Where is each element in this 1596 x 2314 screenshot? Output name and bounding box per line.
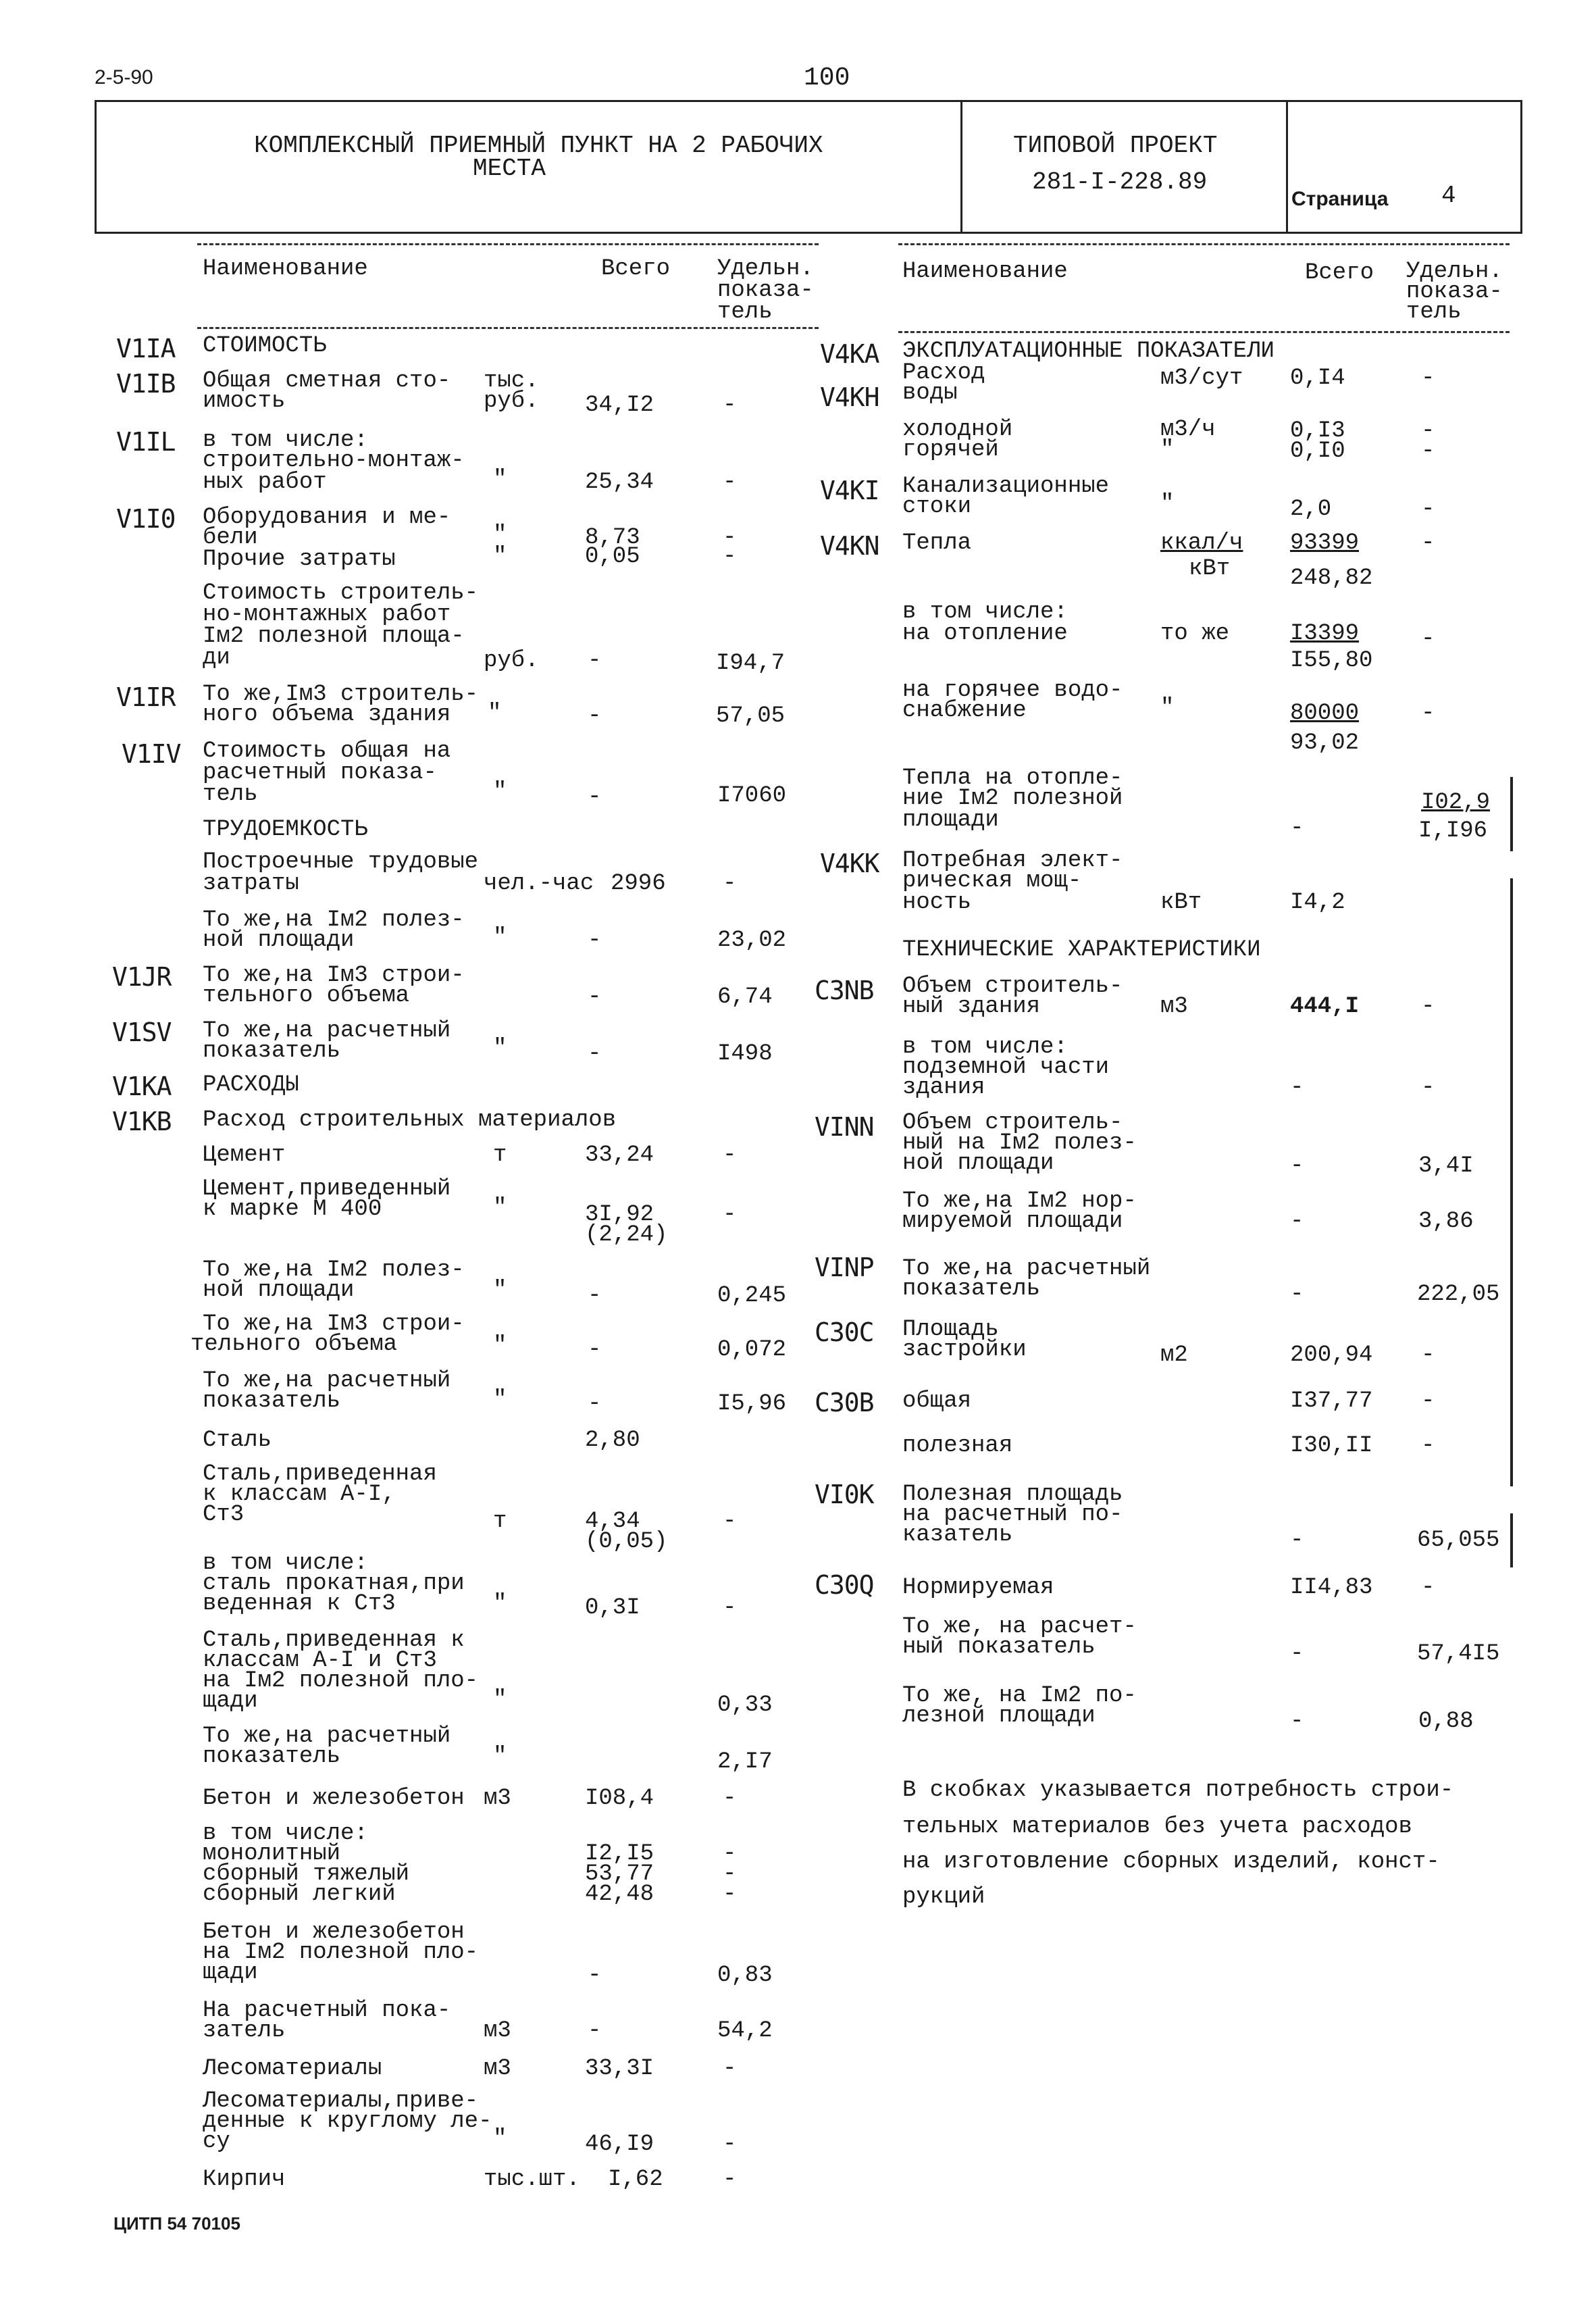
title-line-1: КОМПЛЕКСНЫЙ ПРИЕМНЫЙ ПУНКТ НА 2 РАБОЧИХ bbox=[254, 132, 823, 159]
row-spec: - bbox=[1421, 1075, 1435, 1101]
row-name-3: ность bbox=[902, 890, 972, 915]
row-spec: - bbox=[723, 1142, 737, 1168]
row-total: - bbox=[1290, 1153, 1304, 1179]
row-code: C30B bbox=[815, 1388, 874, 1417]
row-spec-dash: - bbox=[723, 1861, 737, 1887]
row-unit: " bbox=[493, 467, 507, 493]
row-name-3: тель bbox=[203, 782, 258, 807]
row-spec: 3,4I bbox=[1418, 1153, 1474, 1179]
row-name-2: на отопление bbox=[902, 621, 1068, 647]
row-spec: - bbox=[1421, 366, 1435, 391]
row-spec: - bbox=[1421, 994, 1435, 1020]
row-spec: 6,74 bbox=[717, 984, 773, 1010]
row-unit: м3 bbox=[484, 2018, 511, 2044]
row-name-2: расчетный показа- bbox=[203, 760, 437, 786]
row-total: - bbox=[588, 784, 602, 810]
row-name-4: щади bbox=[203, 1688, 258, 1714]
row-code: VINN bbox=[815, 1112, 874, 1142]
row-name: Кирпич bbox=[203, 2167, 286, 2192]
row-name-2: к марке М 400 bbox=[203, 1197, 382, 1222]
row-unit-2: кВт bbox=[1189, 556, 1231, 582]
row-name: холодной bbox=[902, 417, 1013, 443]
row-name-2: монолитный bbox=[203, 1841, 341, 1867]
row-code: V4KK bbox=[820, 849, 879, 878]
row-total: I4,2 bbox=[1290, 890, 1345, 915]
row-total: 33,24 bbox=[585, 1142, 654, 1168]
row-name-2: лезной площади bbox=[902, 1703, 1096, 1729]
row-spec: 65,055 bbox=[1417, 1528, 1500, 1553]
row-name: на горячее водо- bbox=[902, 678, 1123, 703]
row-unit: " bbox=[488, 701, 502, 726]
page-number: 100 bbox=[804, 64, 850, 93]
row-name-2: горячей bbox=[902, 437, 999, 463]
row-code: C3NB bbox=[815, 976, 874, 1005]
title-block bbox=[95, 100, 1522, 234]
row-name-2: ный на Iм2 полез- bbox=[902, 1130, 1137, 1156]
row-spec: - bbox=[1421, 701, 1435, 726]
row-name: в том числе: bbox=[203, 1821, 368, 1846]
row-name: Построечные трудовые bbox=[203, 849, 479, 875]
row-total: 0,3I bbox=[585, 1595, 640, 1621]
row-name: Нормируемая bbox=[902, 1575, 1054, 1601]
row-spec: - bbox=[723, 525, 737, 551]
row-name: общая bbox=[902, 1388, 972, 1414]
row-total: - bbox=[588, 703, 602, 729]
row-spec: 0,33 bbox=[717, 1692, 773, 1718]
row-spec: - bbox=[723, 871, 737, 897]
row-name-3: площади bbox=[902, 807, 999, 833]
row-name-2: на Iм2 полезной пло- bbox=[203, 1940, 479, 1965]
note-line-1: В скобках указывается потребность строи- bbox=[902, 1778, 1454, 1803]
row-unit: " bbox=[493, 1036, 507, 1061]
row-name: Стоимость строитель- bbox=[203, 580, 479, 606]
row-name: То же,на Iм3 строи- bbox=[203, 1311, 465, 1337]
row-name-2: ного объема здания bbox=[203, 702, 451, 728]
row-unit: т bbox=[493, 1142, 507, 1168]
row-code: C30C bbox=[815, 1317, 874, 1347]
row-total-2: (0,05) bbox=[585, 1529, 668, 1555]
row-total-2: 93,02 bbox=[1290, 730, 1360, 756]
row-name: ТРУДОЕМКОСТЬ bbox=[203, 817, 368, 842]
row-name: РАСХОДЫ bbox=[203, 1072, 299, 1098]
row-name: То же,на Iм2 полез- bbox=[203, 1257, 465, 1283]
row-code: V1IV bbox=[122, 739, 181, 769]
row-name: Бетон и железобетон bbox=[203, 1919, 465, 1945]
col-name-r: Наименование bbox=[902, 259, 1068, 284]
row-total: - bbox=[588, 648, 602, 674]
row-total: - bbox=[1290, 1282, 1304, 1307]
row-name-2: затраты bbox=[203, 871, 299, 897]
row-total: - bbox=[588, 1963, 602, 1988]
row-unit: " bbox=[493, 1195, 507, 1221]
print-stamp: ЦИТП 54 70105 bbox=[113, 2213, 240, 2234]
row-name: Бетон и железобетон bbox=[203, 1786, 465, 1811]
row-total: - bbox=[588, 1283, 602, 1309]
row-total: I08,4 bbox=[585, 1786, 654, 1811]
row-name: Канализационные bbox=[902, 474, 1110, 499]
row-name-2: ный здания bbox=[902, 994, 1041, 1020]
row-code: V1I0 bbox=[116, 504, 176, 534]
row-name: Сталь,приведенная к bbox=[203, 1628, 465, 1653]
row-total-2: (2,24) bbox=[585, 1222, 668, 1248]
row-total: II4,83 bbox=[1290, 1575, 1373, 1601]
row-total: 33,3I bbox=[585, 2056, 654, 2082]
row-total: 4,34 bbox=[585, 1509, 640, 1534]
row-spec: - bbox=[723, 1202, 737, 1228]
row-total: 200,94 bbox=[1290, 1342, 1373, 1368]
note-line-3: на изготовление сборных изделий, конст- bbox=[902, 1849, 1440, 1875]
row-total: 0,I4 bbox=[1290, 366, 1345, 391]
row-unit: " bbox=[493, 1591, 507, 1617]
row-total: I37,77 bbox=[1290, 1388, 1373, 1414]
row-total: - bbox=[1290, 1075, 1304, 1101]
row-name-2: показатель bbox=[203, 1038, 341, 1064]
row-name: То же,на Iм2 нор- bbox=[902, 1188, 1137, 1214]
row-name: Сталь bbox=[203, 1428, 272, 1453]
note-line-4: рукций bbox=[902, 1884, 985, 1910]
row-unit: " bbox=[493, 1387, 507, 1413]
col-name: Наименование bbox=[203, 256, 368, 282]
row-name: То же,Iм3 строитель- bbox=[203, 682, 479, 707]
row-unit: чел.-час bbox=[484, 871, 594, 897]
row-unit: " bbox=[493, 544, 507, 570]
row-name: Стоимость общая на bbox=[203, 738, 451, 764]
col-spec-3: тель bbox=[717, 299, 773, 325]
row-code: V1KB bbox=[112, 1107, 172, 1136]
row-total: 46,I9 bbox=[585, 2132, 654, 2157]
row-total-c: 42,48 bbox=[585, 1882, 654, 1907]
row-unit: т bbox=[493, 1509, 507, 1534]
row-unit: " bbox=[493, 1687, 507, 1713]
row-name-3: веденная к Ст3 bbox=[203, 1591, 396, 1617]
row-total: I2,I5 bbox=[585, 1841, 654, 1867]
row-unit: руб. bbox=[484, 648, 539, 674]
row-name: ТЕХНИЧЕСКИЕ ХАРАКТЕРИСТИКИ bbox=[902, 937, 1261, 963]
row-unit: ккал/ч bbox=[1160, 530, 1243, 556]
row-spec: - bbox=[723, 2167, 737, 2192]
row-total: - bbox=[588, 984, 602, 1010]
row-name-2: рическая мощ- bbox=[902, 868, 1082, 894]
row-unit: " bbox=[493, 925, 507, 951]
row-name: Полезная площадь bbox=[902, 1482, 1123, 1507]
row-code: C30Q bbox=[815, 1570, 874, 1600]
row-spec: - bbox=[1421, 1433, 1435, 1459]
col-spec-r-1: Удельн. bbox=[1406, 259, 1503, 284]
row-name-3: здания bbox=[902, 1075, 985, 1101]
row-name-2: тельного объема bbox=[190, 1332, 398, 1357]
row-total: I3399 bbox=[1290, 621, 1360, 647]
row-total: 93399 bbox=[1290, 530, 1360, 556]
project-label: ТИПОВОЙ ПРОЕКТ bbox=[1013, 132, 1218, 159]
row-spec: - bbox=[1421, 497, 1435, 522]
row-name-2: застройки bbox=[902, 1337, 1027, 1363]
row-spec: - bbox=[1421, 1342, 1435, 1368]
row-unit: " bbox=[493, 2126, 507, 2152]
row-name-2: подземной части bbox=[902, 1055, 1110, 1080]
row-unit: " bbox=[493, 1278, 507, 1303]
row-total: 80000 bbox=[1290, 701, 1360, 726]
row-total-2: 0,I0 bbox=[1290, 438, 1345, 464]
row-name: То же,на Iм2 полез- bbox=[203, 907, 465, 933]
row-name-3: Ст3 bbox=[203, 1502, 244, 1528]
row-name-2: стоки bbox=[902, 494, 972, 520]
row-name-2: денные к круглому ле- bbox=[203, 2109, 492, 2134]
row-spec: 0,83 bbox=[717, 1963, 773, 1988]
row-name: в том числе: bbox=[203, 428, 368, 453]
row-code: V1IL bbox=[116, 427, 176, 457]
page-label: Страница bbox=[1291, 188, 1389, 210]
row-code: V1IB bbox=[116, 369, 176, 399]
row-name-4: ди bbox=[203, 645, 230, 671]
row-total: - bbox=[1290, 1709, 1304, 1734]
row-spec: I498 bbox=[717, 1041, 773, 1067]
row-name-2: тельного объема bbox=[203, 983, 410, 1009]
row-name: в том числе: bbox=[203, 1551, 368, 1576]
row-unit: тыс.шт. bbox=[484, 2167, 580, 2192]
row-name-2: имость bbox=[203, 388, 286, 414]
row-unit: " bbox=[1160, 491, 1175, 517]
row-spec: - bbox=[723, 1509, 737, 1534]
row-spec: - bbox=[723, 1595, 737, 1621]
row-code: V1IR bbox=[116, 682, 176, 712]
row-name: То же,на расчетный bbox=[902, 1256, 1151, 1282]
col-spec-r-2: показа- bbox=[1406, 279, 1503, 305]
row-spec: - bbox=[723, 393, 737, 418]
row-name-3: су bbox=[203, 2129, 230, 2155]
row-total: 2996 bbox=[611, 871, 666, 897]
row-unit: м3 bbox=[1160, 994, 1188, 1020]
row-spec-2: I,I96 bbox=[1418, 818, 1488, 844]
row-code: VINP bbox=[815, 1253, 874, 1282]
row-total: 25,34 bbox=[585, 470, 654, 495]
row-total: - bbox=[588, 1041, 602, 1067]
row-name: То же,на расчетный bbox=[203, 1018, 451, 1044]
row-spec: 2,I7 bbox=[717, 1749, 773, 1775]
row-name: Цемент bbox=[203, 1142, 286, 1168]
row-code: VI0K bbox=[815, 1480, 874, 1509]
row-total: 3I,92 bbox=[585, 1202, 654, 1228]
row-total: - bbox=[1290, 1209, 1304, 1234]
row-name: Тепла bbox=[902, 530, 972, 556]
row-total-2: I55,80 bbox=[1290, 648, 1373, 674]
project-number: 281-I-228.89 bbox=[1032, 168, 1208, 196]
corner-code: 2-5-90 bbox=[95, 66, 153, 89]
row-spec-dash: - bbox=[723, 1882, 737, 1907]
row-name-2: показатель bbox=[902, 1276, 1041, 1302]
row-spec: I5,96 bbox=[717, 1391, 787, 1417]
row-total: 0,I3 bbox=[1290, 418, 1345, 444]
col-total: Всего bbox=[601, 256, 671, 282]
row-name-2: к классам А-I, bbox=[203, 1482, 396, 1507]
row-name: Сталь,приведенная bbox=[203, 1461, 437, 1487]
row-name: Расход bbox=[902, 360, 985, 386]
row-spec: 54,2 bbox=[717, 2018, 773, 2044]
row-name: Объем строитель- bbox=[902, 1110, 1123, 1136]
row-name-2: снабжение bbox=[902, 698, 1027, 724]
note-line-2: тельных материалов без учета расходов bbox=[902, 1814, 1412, 1840]
row-code: V1IA bbox=[116, 334, 176, 363]
row-spec: - bbox=[723, 1841, 737, 1867]
row-name: То же,на расчетный bbox=[203, 1724, 451, 1749]
row-name: Площадь bbox=[902, 1317, 999, 1342]
row-spec: - bbox=[1421, 1388, 1435, 1414]
row-name-2: ние Iм2 полезной bbox=[902, 786, 1123, 811]
row-spec: I02,9 bbox=[1421, 790, 1491, 815]
row-unit: кВт bbox=[1160, 890, 1202, 915]
title-line-2: МЕСТА bbox=[473, 155, 546, 182]
row-total: 444,I bbox=[1290, 994, 1360, 1020]
row-code: V4KH bbox=[820, 382, 879, 412]
row-name-3: щади bbox=[203, 1960, 258, 1986]
row-name-2: показатель bbox=[203, 1744, 341, 1769]
row-name-2: но-монтажных работ bbox=[203, 602, 451, 628]
row-total: - bbox=[1290, 815, 1304, 841]
row-name-2: ной площади bbox=[203, 928, 355, 953]
row-name-3: ных работ bbox=[203, 470, 327, 495]
row-name: Общая сметная сто- bbox=[203, 368, 451, 394]
row-name: в том числе: bbox=[902, 599, 1068, 625]
row-name-3: сборный тяжелый bbox=[203, 1861, 410, 1887]
row-spec: - bbox=[723, 2132, 737, 2157]
row-name: в том числе: bbox=[902, 1034, 1068, 1060]
row-name-2: классам А-I и Ст3 bbox=[203, 1648, 437, 1674]
row-total: - bbox=[588, 1337, 602, 1363]
row-spec: - bbox=[723, 1786, 737, 1811]
row-total: 34,I2 bbox=[585, 393, 654, 418]
row-unit: " bbox=[493, 522, 507, 548]
row-unit: " bbox=[1160, 695, 1175, 721]
row-spec: I7060 bbox=[717, 783, 787, 809]
row-name-4: сборный легкий bbox=[203, 1882, 396, 1907]
row-spec-2: - bbox=[1421, 438, 1435, 464]
row-name-2: ной площади bbox=[203, 1278, 355, 1303]
row-name-2: строительно-монтаж- bbox=[203, 448, 465, 474]
row-name-2: мируемой площади bbox=[902, 1209, 1123, 1234]
col-spec-r-3: тель bbox=[1406, 299, 1462, 325]
row-name: То же,на Iм3 строи- bbox=[203, 963, 465, 988]
row-unit-2: " bbox=[1160, 437, 1175, 463]
row-unit-2: руб. bbox=[484, 388, 539, 414]
row-name-2: бели bbox=[203, 525, 258, 551]
row-name: Потребная элект- bbox=[902, 848, 1123, 874]
row-name-3: на Iм2 полезной пло- bbox=[203, 1668, 479, 1694]
row-spec: - bbox=[723, 544, 737, 570]
row-name: Лесоматериалы bbox=[203, 2056, 382, 2082]
col-total-r: Всего bbox=[1305, 260, 1374, 286]
row-spec: I94,7 bbox=[716, 651, 786, 676]
row-spec: - bbox=[1421, 626, 1435, 652]
row-total-2: 248,82 bbox=[1290, 565, 1373, 591]
row-name-2: показатель bbox=[203, 1388, 341, 1414]
col-spec-2: показа- bbox=[717, 278, 814, 303]
row-name-2: ный показатель bbox=[902, 1634, 1096, 1660]
row-name-2: на расчетный по- bbox=[902, 1502, 1123, 1528]
row-name-2: сталь прокатная,при bbox=[203, 1571, 465, 1596]
row-unit: " bbox=[493, 779, 507, 805]
row-total: - bbox=[588, 928, 602, 953]
row-unit: то же bbox=[1160, 621, 1230, 647]
row-unit: м2 bbox=[1160, 1342, 1188, 1368]
row-name-3: ной площади bbox=[902, 1151, 1054, 1176]
row-name: На расчетный пока- bbox=[203, 1998, 451, 2023]
row-name: Прочие затраты bbox=[203, 547, 396, 572]
row-spec: - bbox=[1421, 530, 1435, 556]
row-name-3: казатель bbox=[902, 1522, 1013, 1548]
row-unit: тыс. bbox=[484, 368, 539, 394]
row-spec: - bbox=[723, 470, 737, 495]
row-unit: м3/сут bbox=[1160, 366, 1243, 391]
row-total: 0,05 bbox=[585, 544, 640, 570]
row-spec: 57,05 bbox=[716, 703, 786, 729]
row-code: V1KA bbox=[112, 1072, 172, 1101]
row-name: ЭКСПЛУАТАЦИОННЫЕ ПОКАЗАТЕЛИ bbox=[902, 338, 1275, 364]
row-code: V1SV bbox=[112, 1017, 172, 1047]
row-code: V4KA bbox=[820, 339, 879, 369]
row-spec: 0,88 bbox=[1418, 1709, 1474, 1734]
row-spec: 0,245 bbox=[717, 1283, 787, 1309]
row-unit: м3/ч bbox=[1160, 417, 1216, 443]
row-spec: 0,072 bbox=[717, 1337, 787, 1363]
row-code: V4KN bbox=[820, 531, 879, 561]
row-unit: " bbox=[493, 1333, 507, 1359]
row-name: Цемент,приведенный bbox=[203, 1176, 451, 1202]
row-name: Тепла на отопле- bbox=[902, 765, 1123, 791]
row-unit: м3 bbox=[484, 1786, 511, 1811]
row-spec: 3,86 bbox=[1418, 1209, 1474, 1234]
row-unit: " bbox=[493, 1744, 507, 1769]
row-name-3: Iм2 полезной площа- bbox=[203, 624, 465, 649]
row-spec: 23,02 bbox=[717, 928, 787, 953]
row-name: полезная bbox=[902, 1433, 1013, 1459]
row-name: То же, на Iм2 по- bbox=[902, 1683, 1137, 1709]
row-total: 8,73 bbox=[585, 525, 640, 551]
row-name: Расход строительных материалов bbox=[203, 1107, 617, 1133]
row-total: - bbox=[588, 1391, 602, 1417]
row-total: - bbox=[588, 2018, 602, 2044]
row-spec: 222,05 bbox=[1417, 1282, 1500, 1307]
row-total-b: 53,77 bbox=[585, 1861, 654, 1887]
col-spec-1: Удельн. bbox=[717, 256, 814, 282]
row-name: Оборудования и ме- bbox=[203, 505, 451, 530]
row-total: - bbox=[1290, 1528, 1304, 1553]
row-total: I30,II bbox=[1290, 1433, 1373, 1459]
row-name: То же,на расчетный bbox=[203, 1368, 451, 1394]
row-spec: - bbox=[1421, 1575, 1435, 1601]
row-name-2: затель bbox=[203, 2018, 286, 2044]
row-spec: - bbox=[723, 2056, 737, 2082]
row-code: V1JR bbox=[112, 962, 172, 992]
row-code: V4KI bbox=[820, 476, 879, 505]
row-name: То же, на расчет- bbox=[902, 1614, 1137, 1640]
row-spec: - bbox=[1421, 418, 1435, 444]
row-total: - bbox=[1290, 1641, 1304, 1667]
row-total: 2,80 bbox=[585, 1428, 640, 1453]
row-spec: 57,4I5 bbox=[1417, 1641, 1500, 1667]
row-unit: м3 bbox=[484, 2056, 511, 2082]
row-total: I,62 bbox=[608, 2167, 663, 2192]
row-total: 2,0 bbox=[1290, 497, 1332, 522]
row-name: Объем строитель- bbox=[902, 974, 1123, 999]
row-name: СТОИМОСТЬ bbox=[203, 333, 327, 359]
row-name-2: воды bbox=[902, 380, 958, 406]
page-value: 4 bbox=[1441, 182, 1456, 209]
row-name: Лесоматериалы,приве- bbox=[203, 2088, 479, 2114]
